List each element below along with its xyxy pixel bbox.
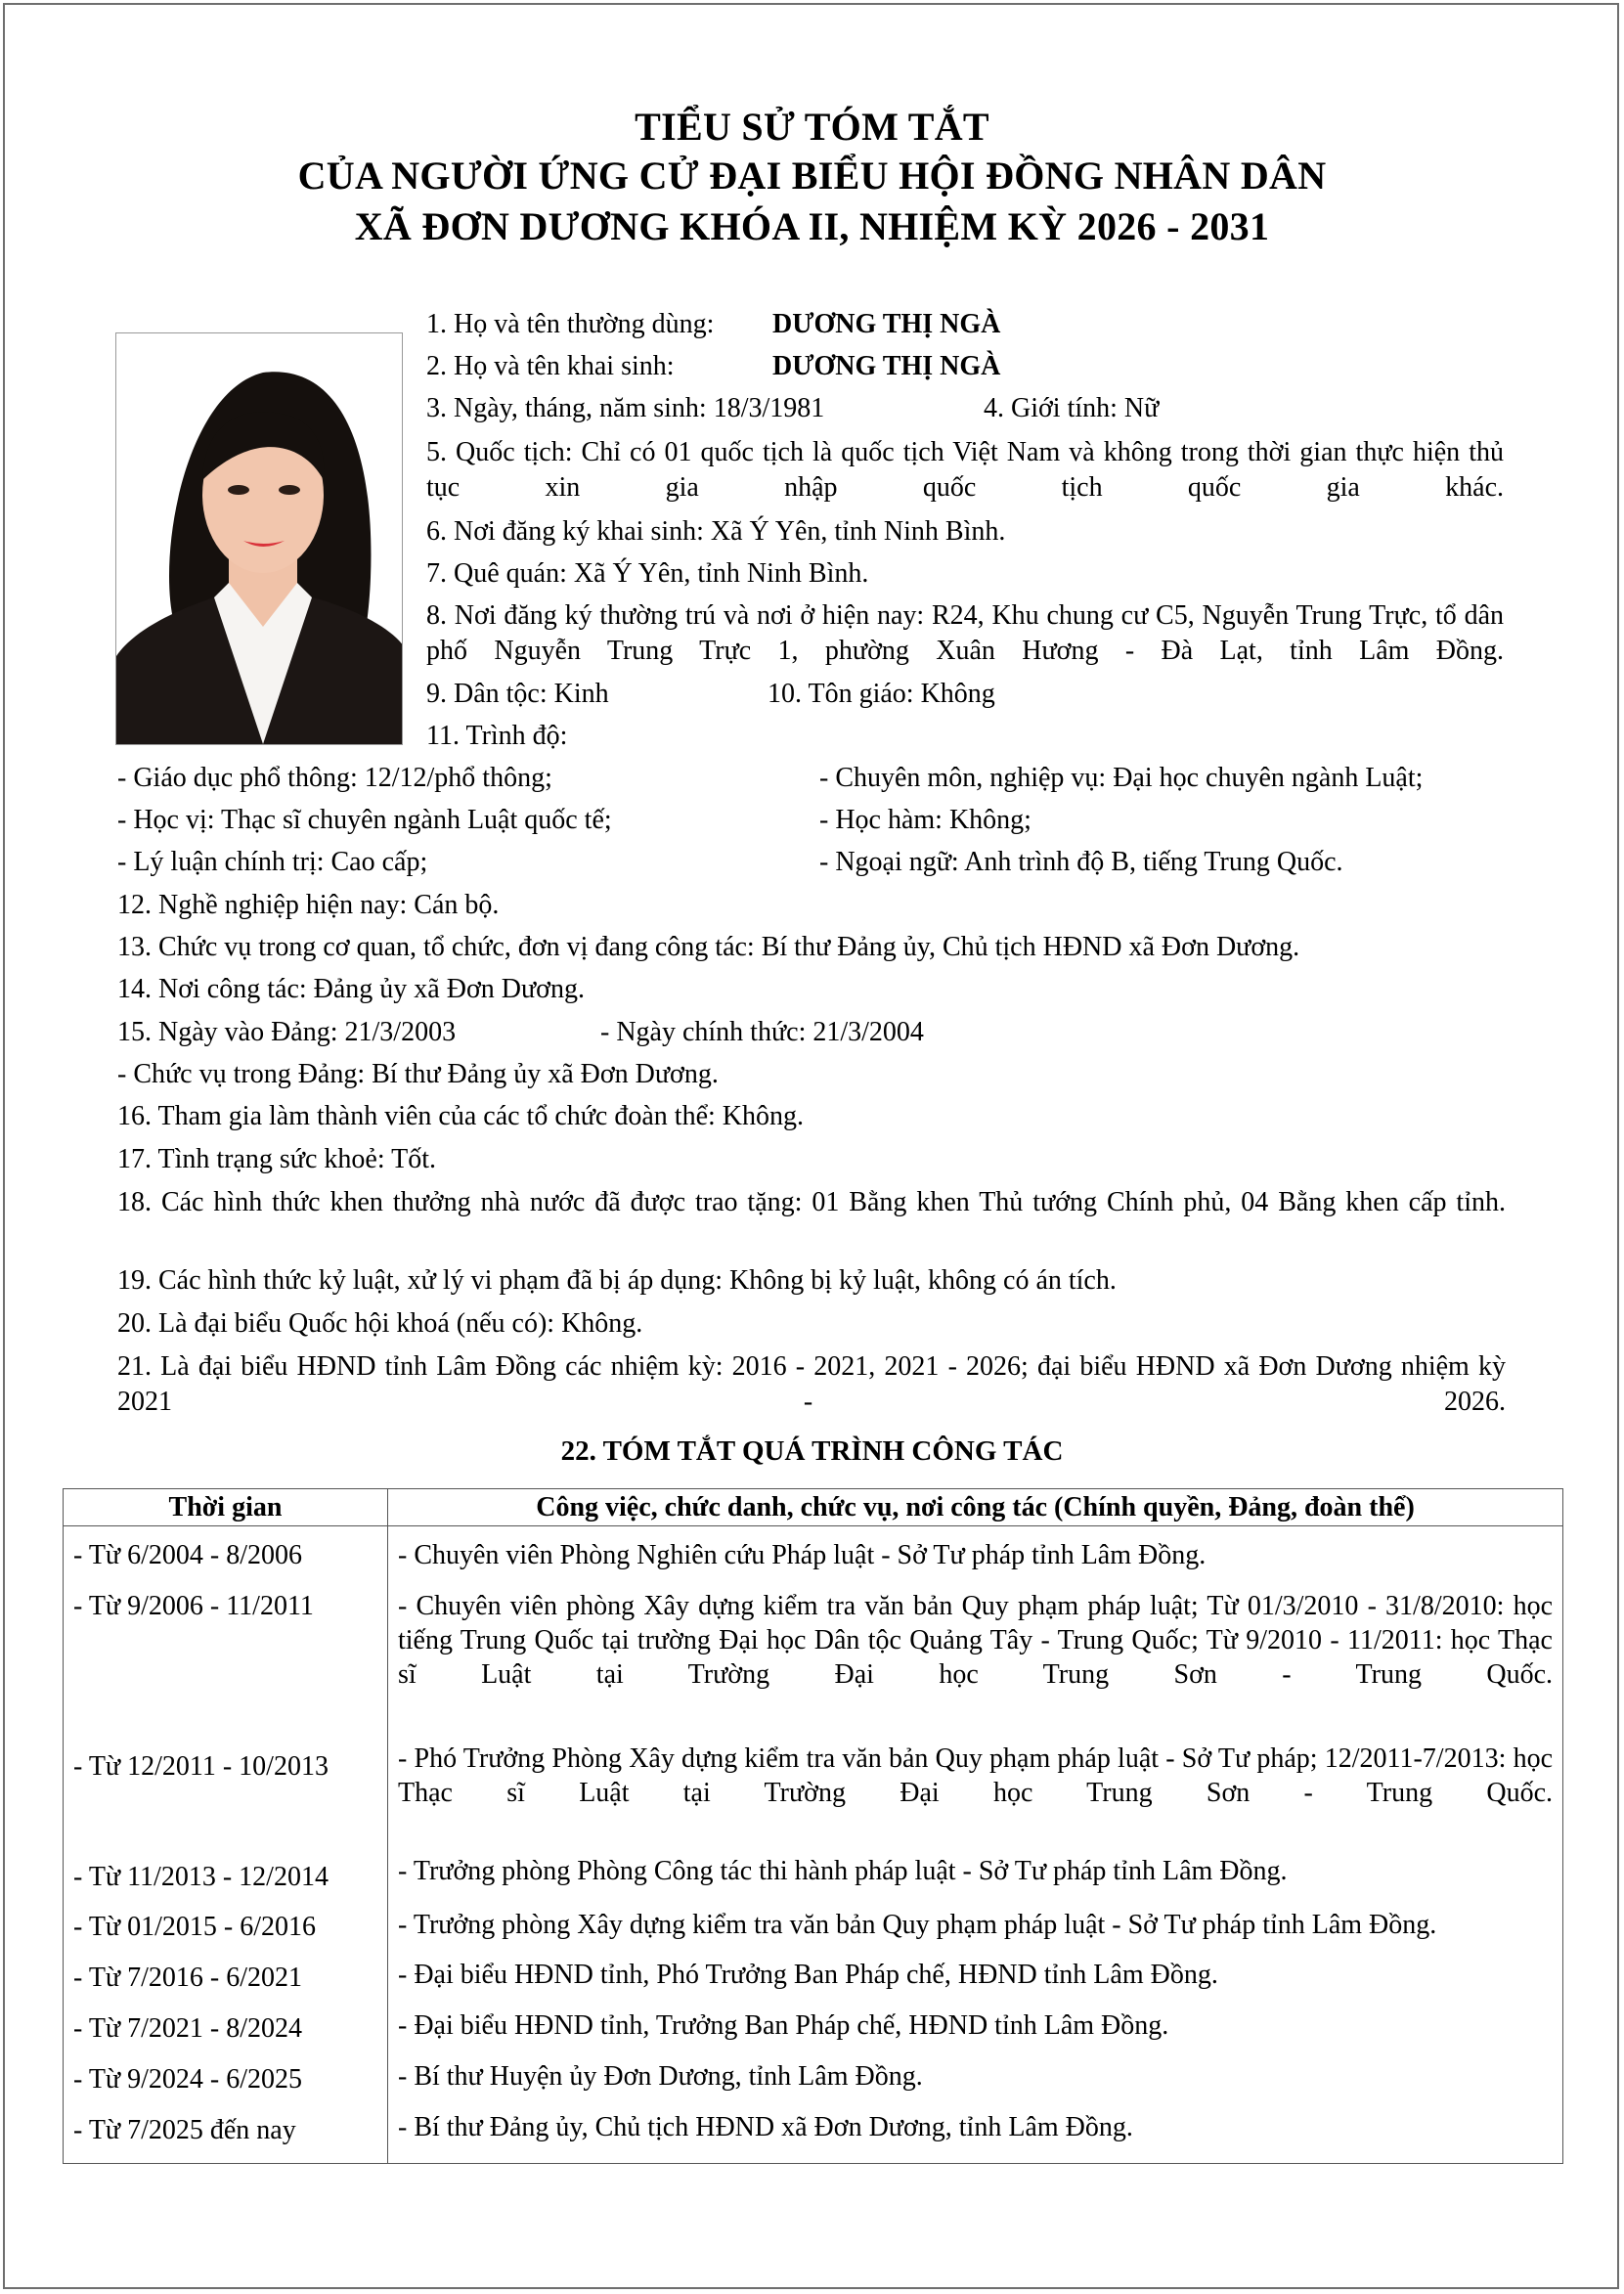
ethnicity: 9. Dân tộc: Kinh [426, 679, 609, 709]
row-time: - Từ 01/2015 - 6/2016 [64, 1894, 388, 1944]
row-time: - Từ 9/2024 - 6/2025 [64, 2046, 388, 2096]
table-row [64, 1526, 1563, 1573]
common-name-value: DƯƠNG THỊ NGÀ [772, 309, 1001, 339]
general-education: - Giáo dục phổ thông: 12/12/phổ thông; [117, 763, 552, 793]
table-row [64, 1995, 1563, 2046]
doc-title: TIỂU SỬ TÓM TẮT [635, 105, 989, 149]
row-description: - Chuyên viên Phòng Nghiên cứu Pháp luật - Sở Tư pháp tỉnh Lâm Đồng. [388, 1526, 1563, 1573]
work-history-title: 22. TÓM TẮT QUÁ TRÌNH CÔNG TÁC [560, 1435, 1064, 1467]
foreign-language: - Ngoại ngữ: Anh trình độ B, tiếng Trung Quốc. [819, 847, 1343, 877]
awards: 18. Các hình thức khen thưởng nhà nước đã được trao tặng: 01 Bằng khen Thủ tướng Chính phủ, 04 Bằng khen cấp tỉnh. [117, 1187, 1506, 1217]
col-header-description: Công việc, chức danh, chức vụ, nơi công tác (Chính quyền, Đảng, đoàn thể) [388, 1489, 1563, 1526]
degree: - Học vị: Thạc sĩ chuyên ngành Luật quốc tế; [117, 805, 612, 835]
row-time: - Từ 12/2011 - 10/2013 [64, 1726, 388, 1844]
religion: 10. Tôn giáo: Không [768, 679, 995, 709]
row-time: - Từ 6/2004 - 8/2006 [64, 1526, 388, 1573]
row-description: - Phó Trưởng Phòng Xây dựng kiểm tra văn bản Quy phạm pháp luật - Sở Tư pháp; 12/2011-7/2013: học Thạc sĩ Luật tại Trường Đại học Trung Sơn - Trung Quốc. [388, 1726, 1563, 1844]
birth-name-row [426, 349, 1000, 384]
party-join-date: 15. Ngày vào Đảng: 21/3/2003 [117, 1017, 457, 1047]
table-row [64, 1944, 1563, 1995]
row-description: - Đại biểu HĐND tỉnh, Phó Trưởng Ban Pháp chế, HĐND tỉnh Lâm Đồng. [388, 1944, 1563, 1995]
common-name-label: 1. Họ và tên thường dùng: [426, 309, 715, 339]
dob: 3. Ngày, tháng, năm sinh: 18/3/1981 [426, 393, 825, 423]
education-label: 11. Trình độ: [426, 721, 568, 751]
row-time: - Từ 11/2013 - 12/2014 [64, 1844, 388, 1894]
table-row [64, 2096, 1563, 2164]
row-time: - Từ 9/2006 - 11/2011 [64, 1572, 388, 1726]
doc-subtitle: CỦA NGƯỜI ỨNG CỬ ĐẠI BIỂU HỘI ĐỒNG NHÂN DÂN [297, 154, 1327, 198]
portrait-image [116, 333, 403, 745]
current-position: 13. Chức vụ trong cơ quan, tổ chức, đơn vị đang công tác: Bí thư Đảng ủy, Chủ tịch HĐND xã Đơn Dương. [117, 932, 1300, 962]
row-description: - Chuyên viên phòng Xây dựng kiểm tra văn bản Quy phạm pháp luật; Từ 01/3/2010 - 31/8/2010: học tiếng Trung Quốc tại trường Đại học Dân tộc Quảng Tây - Trung Quốc; Từ 9/2010 - 11/2011: học Thạc sĩ Luật tại Trường Đại học Trung Sơn - Trung Quốc. [388, 1572, 1563, 1726]
col-header-time: Thời gian [64, 1489, 388, 1526]
table-header-row [64, 1489, 1563, 1526]
birth-name-value: DƯƠNG THỊ NGÀ [772, 351, 1001, 381]
workplace: 14. Nơi công tác: Đảng ủy xã Đơn Dương. [117, 974, 585, 1004]
party-official-date: - Ngày chính thức: 21/3/2004 [600, 1017, 924, 1047]
row-description: - Trưởng phòng Phòng Công tác thi hành pháp luật - Sở Tư pháp tỉnh Lâm Đồng. [388, 1844, 1563, 1894]
occupation: 12. Nghề nghiệp hiện nay: Cán bộ. [117, 890, 500, 920]
council-deputy: 21. Là đại biểu HĐND tỉnh Lâm Đồng các nhiệm kỳ: 2016 - 2021, 2021 - 2026; đại biểu HĐND xã Đơn Dương nhiệm kỳ 2021 - 2026. [117, 1351, 1506, 1417]
row-time: - Từ 7/2025 đến nay [64, 2096, 388, 2164]
birth-name-label: 2. Họ và tên khai sinh: [426, 351, 675, 381]
nationality: 5. Quốc tịch: Chỉ có 01 quốc tịch là quốc tịch Việt Nam và không trong thời gian thực hiện thủ tục xin gia nhập quốc tịch quốc gia khác. [426, 437, 1504, 503]
table-row [64, 1844, 1563, 1894]
row-description: - Đại biểu HĐND tỉnh, Trưởng Ban Pháp chế, HĐND tỉnh Lâm Đồng. [388, 1995, 1563, 2046]
row-description: - Trưởng phòng Xây dựng kiểm tra văn bản Quy phạm pháp luật - Sở Tư pháp tỉnh Lâm Đồng. [388, 1894, 1563, 1944]
row-time: - Từ 7/2021 - 8/2024 [64, 1995, 388, 2046]
specialty: - Chuyên môn, nghiệp vụ: Đại học chuyên ngành Luật; [819, 763, 1424, 793]
table-row [64, 1572, 1563, 1726]
common-name-row [426, 307, 1000, 342]
discipline: 19. Các hình thức kỷ luật, xử lý vi phạm đã bị áp dụng: Không bị kỷ luật, không có án tích. [117, 1265, 1117, 1296]
table-row [64, 1894, 1563, 1944]
portrait-photo [115, 332, 403, 745]
table-row [64, 1726, 1563, 1844]
gender: 4. Giới tính: Nữ [984, 393, 1160, 423]
table-row [64, 2046, 1563, 2096]
academic-title: - Học hàm: Không; [819, 805, 1031, 835]
health-status: 17. Tình trạng sức khoẻ: Tốt. [117, 1144, 436, 1174]
row-time: - Từ 7/2016 - 6/2021 [64, 1944, 388, 1995]
mass-organizations: 16. Tham gia làm thành viên của các tổ chức đoàn thể: Không. [117, 1101, 804, 1131]
doc-subtitle-term: XÃ ĐƠN DƯƠNG KHÓA II, NHIỆM KỲ 2026 - 2031 [354, 204, 1270, 248]
political-theory: - Lý luận chính trị: Cao cấp; [117, 847, 428, 877]
work-history-table [63, 1488, 1563, 2164]
party-position: - Chức vụ trong Đảng: Bí thư Đảng ủy xã Đơn Dương. [117, 1059, 719, 1089]
hometown: 7. Quê quán: Xã Ý Yên, tỉnh Ninh Bình. [426, 558, 869, 589]
residence: 8. Nơi đăng ký thường trú và nơi ở hiện nay: R24, Khu chung cư C5, Nguyễn Trung Trực, tổ dân phố Nguyễn Trung Trực 1, phường Xuân Hương - Đà Lạt, tỉnh Lâm Đồng. [426, 600, 1504, 666]
national-assembly-deputy: 20. Là đại biểu Quốc hội khoá (nếu có): Không. [117, 1308, 643, 1339]
row-description: - Bí thư Đảng ủy, Chủ tịch HĐND xã Đơn Dương, tỉnh Lâm Đồng. [388, 2096, 1563, 2164]
birth-registration: 6. Nơi đăng ký khai sinh: Xã Ý Yên, tỉnh Ninh Bình. [426, 516, 1006, 547]
row-description: - Bí thư Huyện ủy Đơn Dương, tỉnh Lâm Đồng. [388, 2046, 1563, 2096]
